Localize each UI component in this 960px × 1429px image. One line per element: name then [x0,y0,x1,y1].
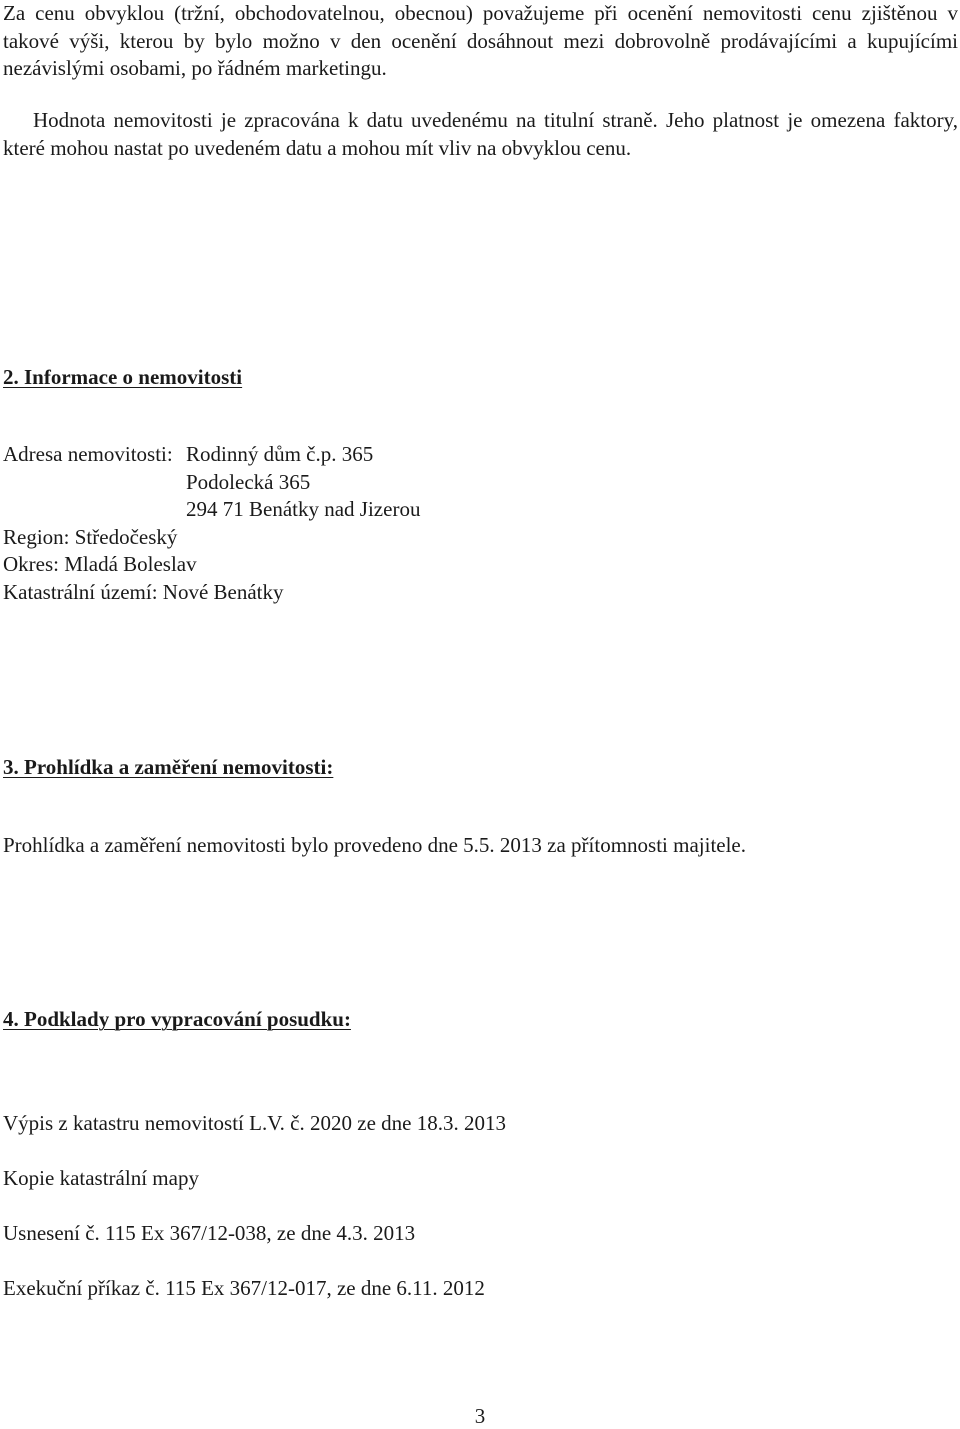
address-label: Adresa nemovitosti: [3,442,173,466]
cadastral-area-line: Katastrální území: Nové Benátky [3,580,284,604]
source-document-item: Výpis z katastru nemovitostí L.V. č. 2020 ze dne 18.3. 2013 [3,1111,506,1135]
address-line-city: 294 71 Benátky nad Jizerou [186,497,421,521]
address-line-building: Rodinný dům č.p. 365 [186,442,374,466]
page-number: 3 [474,1404,486,1428]
section-2-heading: 2. Informace o nemovitosti [3,365,243,389]
source-document-item: Kopie katastrální mapy [3,1166,199,1190]
inspection-text: Prohlídka a zaměření nemovitosti bylo provedeno dne 5.5. 2013 za přítomnosti majitele. [3,833,746,857]
intro-paragraph-valuation-date: Hodnota nemovitosti je zpracována k datu uvedenému na titulní straně. Jeho platnost je omezena faktory, které mohou nastat po uvedeném datu a mohou mít vliv na obvyklou cenu. [3,108,958,160]
address-line-street: Podolecká 365 [186,470,311,494]
section-4-heading: 4. Podklady pro vypracování posudku: [3,1007,351,1031]
source-document-item: Exekuční příkaz č. 115 Ex 367/12-017, ze dne 6.11. 2012 [3,1276,485,1300]
source-document-item: Usnesení č. 115 Ex 367/12-038, ze dne 4.3. 2013 [3,1221,416,1245]
district-line: Okres: Mladá Boleslav [3,552,197,576]
region-line: Region: Středočeský [3,525,178,549]
section-3-heading: 3. Prohlídka a zaměření nemovitosti: [3,755,334,779]
intro-paragraph-market-value: Za cenu obvyklou (tržní, obchodovatelnou, obecnou) považujeme při ocenění nemovitosti cenu zjištěnou v takové výši, kterou by bylo možno v den ocenění dosáhnout mezi dobrovolně prodávajícími a kupujícími nezávislými osobami, po řádném marketingu. [3,1,958,80]
